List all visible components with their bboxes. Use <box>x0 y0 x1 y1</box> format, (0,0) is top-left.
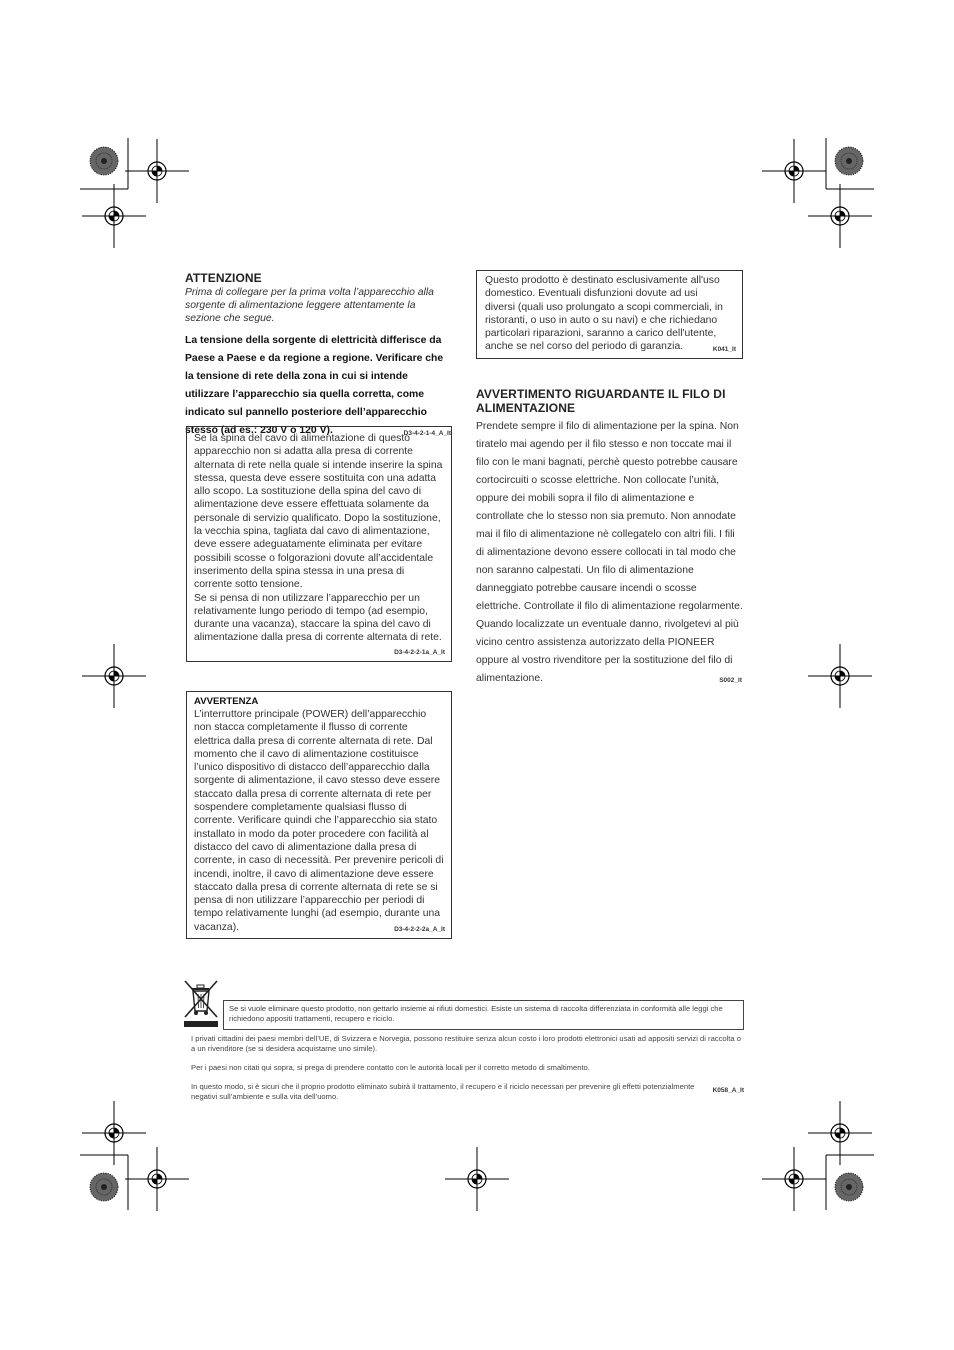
plug-replacement-notice-box <box>186 426 452 662</box>
weee-code: K058_A_It <box>712 1087 744 1094</box>
power-cord-title: AVVERTIMENTO RIGUARDANTE IL FILO DI ALIMENTAZIONE <box>476 387 726 415</box>
power-cord-code: S002_It <box>719 677 742 684</box>
avvertenza-title: AVVERTENZA <box>194 696 259 707</box>
weee-paragraph-2: Per i paesi non citati qui sopra, si prega di prendere contatto con le autorità locali per il corretto metodo di smaltimento. <box>191 1063 590 1072</box>
attenzione-section <box>185 271 451 438</box>
plug-notice-code: D3-4-2-2-1a_A_It <box>394 649 445 656</box>
avvertenza-code: D3-4-2-2-2a_A_It <box>394 926 445 933</box>
attenzione-intro: Prima di collegare per la prima volta l’apparecchio alla sorgente di alimentazione leggere attentamente la sezione che segue. <box>185 287 434 324</box>
weee-details <box>191 1034 744 1102</box>
weee-paragraph-3: In questo modo, si è sicuri che il proprio prodotto eliminato subirà il trattamento, il recupero e il riciclo necessari per prevenire gli effetti potenzialmente negativi sull’ambiente e sulla vita dell’uomo. <box>191 1082 695 1101</box>
plug-notice-text-1: Se la spina del cavo di alimentazione di questo apparecchio non si adatta alla presa di corrente alternata di rete nella quale si intende inserire la spina stessa, questa deve essere sostituita con una adatta allo scopo. La sostituzione della spina del cavo di alimentazione deve essere effettuata solamente da personale di servizio qualificato. Dopo la sostituzione, la vecchia spina, tagliata dal cavo di alimentazione, deve essere adeguatamente eliminata per evitare possibili scosse o folgorazioni dovute all’accidentale inserimento della spina stessa in una presa di corrente sotto tensione. <box>194 433 443 591</box>
domestic-use-box <box>476 270 743 359</box>
attenzione-title: ATTENZIONE <box>185 271 262 285</box>
avvertenza-box <box>186 691 452 939</box>
plug-notice-text-2: Se si pensa di non utilizzare l’apparecchio per un relativamente lungo periodo di tempo (ad esempio, durante una vacanza), staccare la spina del cavo di alimentazione dalla presa di corrente alternata di rete. <box>194 592 442 644</box>
weee-paragraph-1: I privati cittadini dei paesi membri dell’UE, di Svizzera e Norvegia, possono restituire senza alcun costo i loro prodotti elettronici usati ad appositi servizi di raccolta o a un rivenditore (se si desidera acquistarne uno simile). <box>191 1034 741 1053</box>
avvertenza-text: L’interruttore principale (POWER) dell’apparecchio non stacca completamente il flusso di corrente elettrica dalla presa di corrente alternata di rete. Dal momento che il cavo di alimentazione costituisce l’unico dispositivo di distacco dell’apparecchio dalla sorgente di alimentazione, il cavo stesso deve essere staccato dalla presa di corrente alternata di rete per sospendere completamente qualsiasi flusso di corrente. Verificare quindi che l’apparecchio sia stato installato in modo da poter procedere con facilità al distacco del cavo di alimentazione dalla presa di corrente, in caso di necessità. Per prevenire pericoli di incendi, inoltre, il cavo di alimentazione deve essere staccato dalla presa di corrente alternata di rete se si pensa di non utilizzare l’apparecchio per periodi di tempo relativamente lunghi (ad esempio, durante una vacanza). <box>194 709 444 933</box>
power-cord-text: Prendete sempre il filo di alimentazione per la spina. Non tiratelo mai agendo per il filo stesso e non toccate mai il filo con le mani bagnati, perchè questo potrebbe causare cortocircuiti o scosse elettriche. Non collocate l’unità, oppure dei mobili sopra il filo di alimentazione e controllate che lo stesso non sia premuto. Non annodate mai il filo di alimentazione nè collegatelo con altri fili. I fili di alimentazione devono essere collocati in tal modo che non saranno calpestati. Un filo di alimentazione danneggiato potrebbe causare incendi o scosse elettriche. Controllate il filo di alimentazione regolarmente. Quando localizzate un eventuale danno, rivolgetevi al più vicino centro assistenza autorizzato della PIONEER oppure al vostro rivenditore per la sostituzione del filo di alimentazione. <box>476 421 743 684</box>
weee-notice-box <box>223 1000 744 1030</box>
attenzione-bold-text: La tensione della sorgente di elettricità differisce da Paese a Paese e da regione a regione. Verificare che la tensione di rete della zona in cui si intende utilizzare l’apparecchio sia quella corretta, come indicato sul pannello posteriore dell’apparecchio stesso (ad es.: 230 V o 120 V). <box>185 335 444 436</box>
power-cord-section <box>476 387 744 686</box>
domestic-use-code: K041_It <box>712 346 736 353</box>
weee-notice-text: Se si vuole eliminare questo prodotto, non gettarlo insieme ai rifiuti domestici. Esiste un sistema di raccolta differenziata in conformità alle leggi che richiedono appositi trattamenti, recupero e riciclo. <box>229 1004 723 1023</box>
crossed-out-wheelie-bin-icon <box>182 979 220 1029</box>
attenzione-code: D3-4-2-1-4_A_It <box>403 430 451 437</box>
domestic-use-text: Questo prodotto è destinato esclusivamente all'uso domestico. Eventuali disfunzioni dovute ad usi diversi (quali uso prolungato a scopi commerciali, in ristoranti, o uso in auto o su navi) e che richiedano particolari riparazioni, saranno a carico dell'utente, anche se nel corso del periodo di garanzia. <box>485 275 723 353</box>
